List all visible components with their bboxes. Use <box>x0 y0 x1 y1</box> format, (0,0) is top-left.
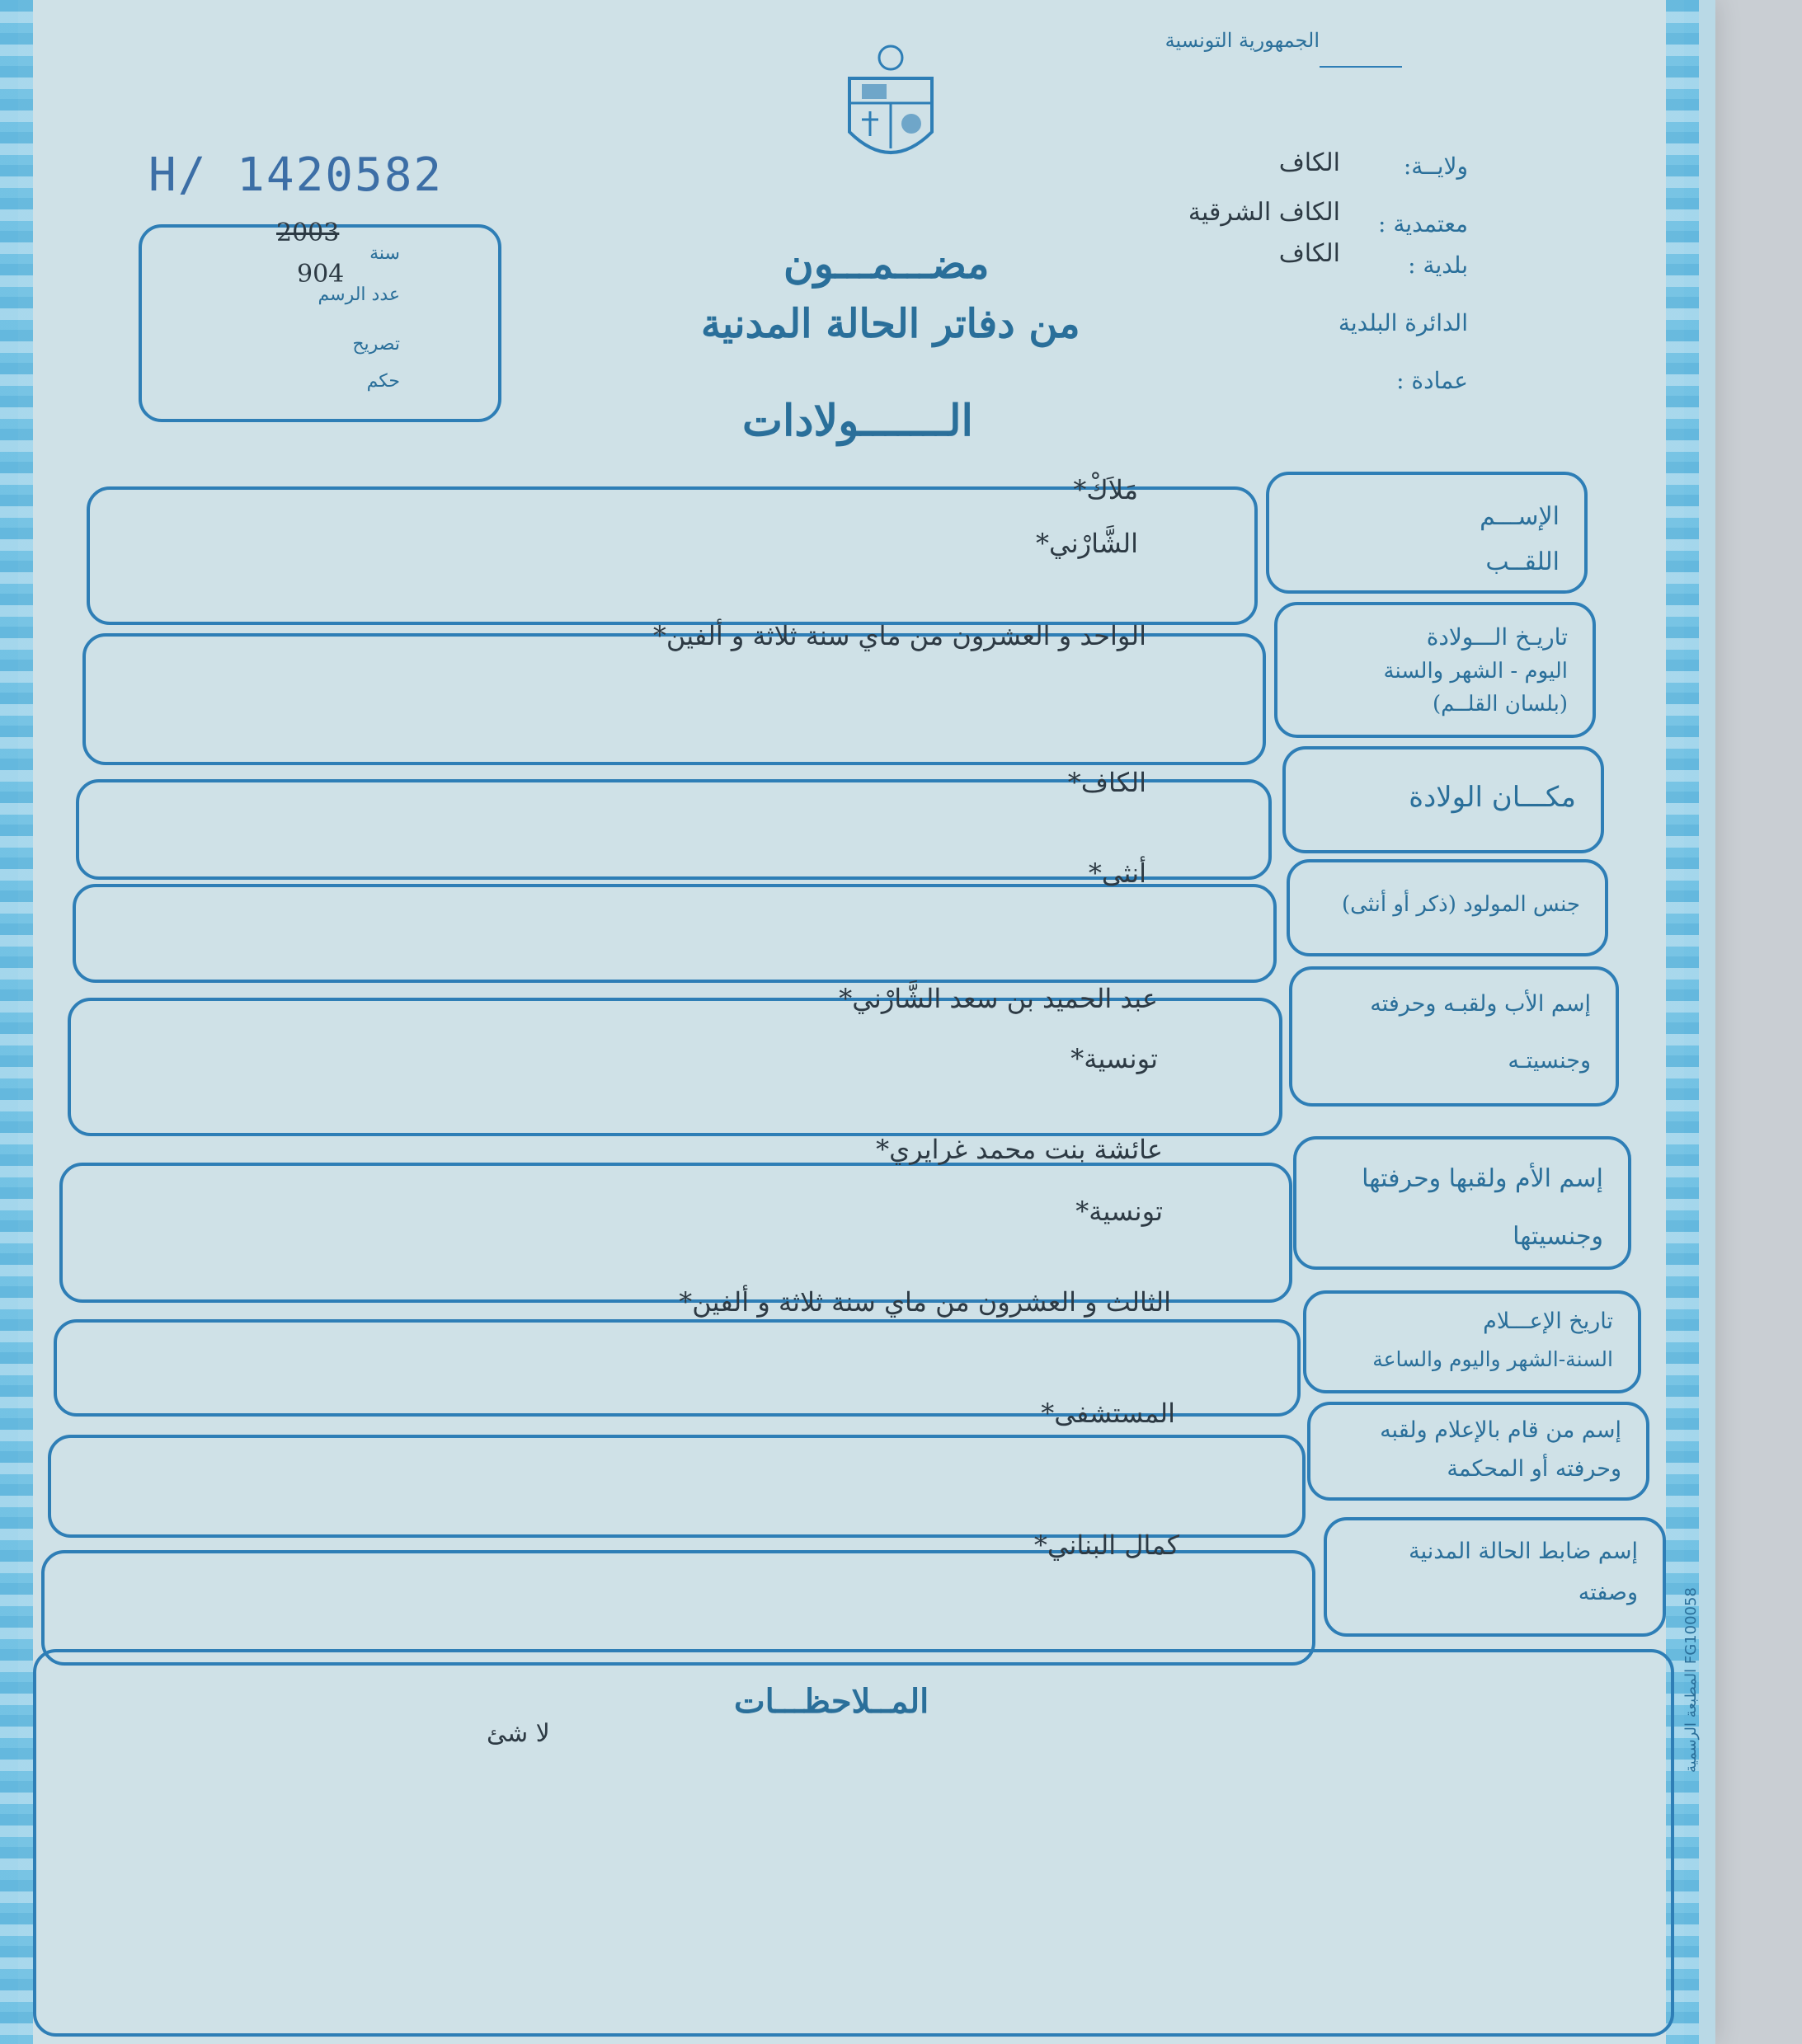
decorative-border-left <box>0 0 33 2044</box>
value-box-mother <box>59 1163 1292 1303</box>
field-label-birth-date: تاريـخ الـــولادة <box>1426 623 1568 651</box>
value-box-birth-date <box>82 633 1266 765</box>
label-box-declaration-date <box>1303 1290 1641 1393</box>
value-father-name: عبد الحميد بن سعد الشَّارْني* <box>839 983 1158 1014</box>
label-box-mother <box>1293 1136 1631 1270</box>
title-line3: الـــــــولادات <box>742 396 974 446</box>
field-label-surname: اللقــب <box>1485 547 1560 576</box>
field-label-birth-date-words: (بلسان القلــم) <box>1432 692 1568 717</box>
field-label-birth-date-sub: اليوم - الشهر والسنة <box>1383 659 1568 684</box>
value-birth-date: الواحد و العشرون من ماي سنة ثلاثة و ألفين* <box>652 620 1146 651</box>
label-box-declarant <box>1307 1402 1649 1501</box>
label-box-birth-date <box>1274 602 1596 738</box>
value-first-name: مَلاَكْ* <box>1073 474 1138 505</box>
value-declarant: المستشفى* <box>1041 1398 1175 1429</box>
value-officer: كمال البناني* <box>1033 1529 1179 1561</box>
title-line1: مضـــمـــون <box>783 239 990 288</box>
year-label: سنة <box>369 243 400 264</box>
daira-label: الدائرة البلدية <box>1338 309 1468 336</box>
label-box-birth-place <box>1282 746 1604 853</box>
title-line2: من دفاتر الحالة المدنية <box>701 301 1080 347</box>
remarks-value: لا شئ <box>487 1719 550 1748</box>
judgment-label: حكم <box>366 371 400 392</box>
label-box-father <box>1289 966 1619 1107</box>
value-box-declarant <box>48 1435 1306 1538</box>
label-box-name <box>1266 472 1588 594</box>
field-label-declaration-date-sub: السنة-الشهر واليوم والساعة <box>1372 1347 1613 1371</box>
field-label-gender: جنس المولود (ذكر أو أنثى) <box>1341 892 1580 917</box>
label-box-officer <box>1324 1517 1666 1637</box>
field-label-mother-nationality: وجنسيتها <box>1513 1222 1603 1251</box>
moatamadia-label: معتمدية : <box>1378 210 1468 237</box>
republic-title: الجمهورية التونسية <box>1164 29 1320 52</box>
field-label-father: إسم الأب ولقبـه وحرفته <box>1370 991 1591 1017</box>
moatamadia-value: الكاف الشرقية <box>1188 198 1340 227</box>
value-box-gender <box>73 884 1277 983</box>
value-declaration-date: الثالث و العشرون من ماي سنة ثلاثة و ألفين* <box>679 1286 1171 1318</box>
baladia-label: بلدية : <box>1408 251 1468 279</box>
tunisia-emblem-icon <box>833 41 948 173</box>
field-label-mother: إسم الأم ولقبها وحرفتها <box>1362 1164 1603 1193</box>
value-surname: الشَّارْني* <box>1036 528 1138 559</box>
field-label-officer: إسم ضابط الحالة المدنية <box>1409 1539 1638 1564</box>
value-gender: أنثى* <box>1088 858 1146 889</box>
baladia-value: الكاف <box>1278 239 1340 268</box>
wilaya-value: الكاف <box>1278 148 1340 177</box>
field-label-declaration-date: تاريخ الإعـــلام <box>1483 1309 1613 1334</box>
value-mother-name: عائشة بنت محمد غرايري* <box>876 1134 1163 1165</box>
republic-underline <box>1320 66 1402 68</box>
registry-box <box>139 224 501 422</box>
value-father-nationality: تونسية* <box>1070 1043 1158 1074</box>
field-label-officer-sub: وصفته <box>1578 1580 1638 1605</box>
registration-number-value: 904 <box>297 260 345 289</box>
printer-note: المطبعة الرسمية FG100058 <box>1682 1587 1700 1773</box>
omada-label: عمادة : <box>1396 367 1468 394</box>
field-label-father-nationality: وجنسيتـه <box>1508 1048 1591 1074</box>
declaration-label: تصريح <box>352 334 400 355</box>
value-box-officer <box>41 1550 1315 1666</box>
field-label-declarant-sub: وحرفته أو المحكمة <box>1447 1456 1621 1482</box>
registration-number-label: عدد الرسم <box>318 284 400 305</box>
label-box-gender <box>1287 859 1608 956</box>
value-birth-place: الكاف* <box>1067 767 1146 798</box>
remarks-title: المــلاحظـــات <box>734 1682 929 1721</box>
value-mother-nationality: تونسية* <box>1075 1196 1163 1227</box>
field-label-declarant: إسم من قام بالإعلام ولقبه <box>1380 1417 1621 1443</box>
registry-stamp-number: H/ 1420582 <box>148 148 444 202</box>
field-label-name: الإســـم <box>1480 502 1560 531</box>
wilaya-label: ولايــة: <box>1403 153 1468 180</box>
field-label-birth-place: مكـــان الولادة <box>1409 781 1576 814</box>
year-value: 2003 <box>276 218 340 247</box>
